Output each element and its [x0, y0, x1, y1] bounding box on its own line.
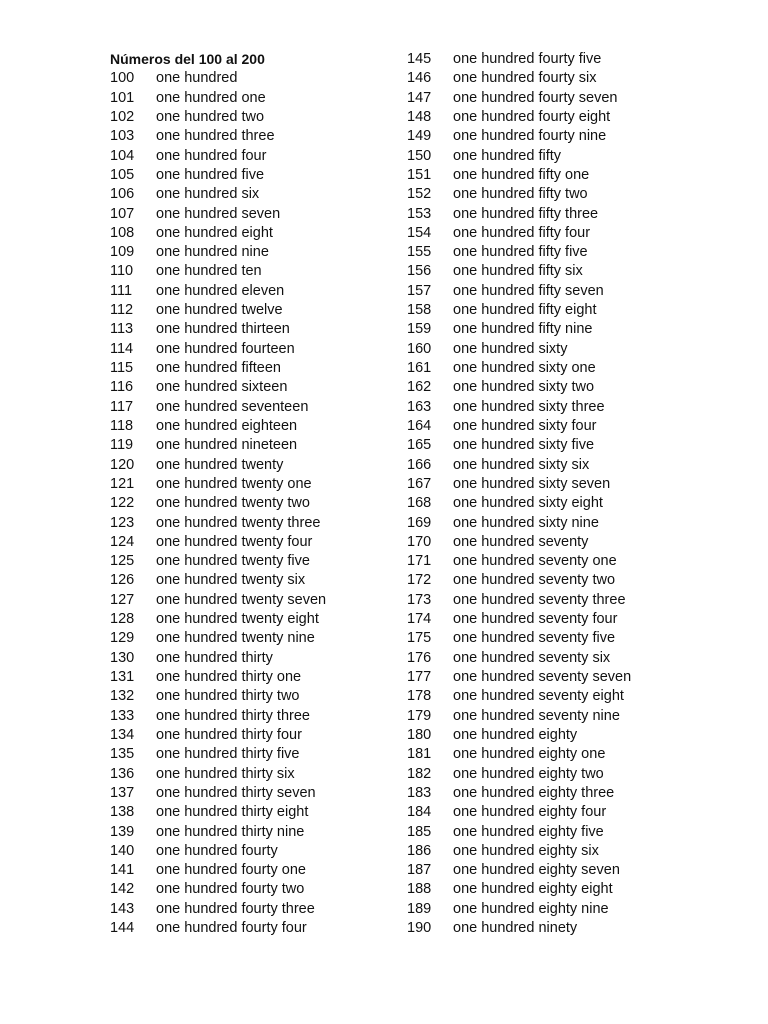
number-digits: 160 — [407, 340, 432, 357]
number-words: one hundred — [156, 70, 238, 87]
number-digits: 157 — [407, 282, 432, 299]
number-row — [407, 880, 727, 899]
number-digits: 138 — [110, 804, 135, 821]
number-words: one hundred fourty five — [453, 51, 602, 67]
number-digits: 109 — [110, 244, 135, 261]
number-digits: 105 — [110, 166, 135, 183]
number-row — [110, 707, 400, 726]
number-words: one hundred eighty three — [453, 784, 615, 801]
number-words: one hundred eleven — [156, 282, 285, 299]
number-words: one hundred seventy two — [453, 572, 616, 589]
number-words: one hundred thirty — [156, 649, 273, 666]
number-row — [110, 320, 400, 339]
number-digits: 163 — [407, 398, 432, 415]
number-digits: 170 — [407, 533, 432, 550]
number-words: one hundred fourty eight — [453, 108, 611, 125]
number-row — [110, 919, 400, 938]
number-row — [407, 591, 727, 610]
number-words: one hundred fifteen — [156, 360, 281, 376]
number-words: one hundred six — [156, 186, 260, 203]
number-list-right — [407, 50, 727, 938]
number-words: one hundred eighty four — [453, 804, 607, 821]
number-row — [110, 398, 400, 417]
number-words: one hundred four — [156, 147, 267, 164]
number-digits: 148 — [407, 108, 432, 125]
number-words: one hundred fifty — [453, 147, 562, 164]
number-words: one hundred seventy four — [453, 611, 618, 628]
number-row — [407, 185, 727, 204]
number-row — [110, 340, 400, 359]
number-words: one hundred sixty two — [453, 379, 595, 396]
number-words: one hundred eighty two — [453, 765, 604, 782]
number-words: one hundred thirty three — [156, 707, 310, 724]
number-words: one hundred thirteen — [156, 321, 290, 338]
number-row — [110, 687, 400, 706]
number-words: one hundred sixty three — [453, 398, 605, 415]
number-words: one hundred nineteen — [156, 437, 298, 454]
number-row — [110, 514, 400, 533]
number-words: one hundred seventy one — [453, 553, 617, 570]
number-row — [407, 629, 727, 648]
number-words: one hundred sixty eight — [453, 495, 603, 512]
number-words: one hundred fifty nine — [453, 321, 593, 338]
number-digits: 182 — [407, 765, 432, 782]
number-digits: 186 — [407, 842, 432, 859]
number-words: one hundred fifty seven — [453, 282, 604, 299]
number-row — [407, 224, 727, 243]
number-words: one hundred fifty four — [453, 224, 591, 241]
number-words: one hundred seventy three — [453, 591, 626, 608]
number-digits: 190 — [407, 920, 432, 937]
number-digits: 151 — [407, 166, 432, 183]
number-words: one hundred seventeen — [156, 398, 309, 415]
number-digits: 189 — [407, 900, 432, 917]
number-digits: 111 — [110, 282, 133, 299]
number-words: one hundred fourteen — [156, 340, 295, 357]
number-digits: 153 — [407, 205, 432, 222]
number-words: one hundred fifty eight — [453, 302, 597, 319]
number-words: one hundred twelve — [156, 302, 283, 319]
number-row — [407, 436, 727, 455]
number-words: one hundred sixty one — [453, 360, 596, 376]
number-row — [407, 127, 727, 146]
number-digits: 115 — [110, 360, 134, 376]
number-digits: 167 — [407, 475, 432, 492]
number-digits: 149 — [407, 128, 432, 145]
number-digits: 185 — [407, 823, 432, 840]
number-words: one hundred seventy nine — [453, 707, 620, 724]
number-row — [407, 378, 727, 397]
number-digits: 141 — [110, 862, 135, 879]
number-row — [110, 745, 400, 764]
number-words: one hundred eighty eight — [453, 881, 613, 898]
number-words: one hundred sixty five — [453, 437, 595, 454]
number-row — [110, 205, 400, 224]
number-row — [110, 282, 400, 301]
number-words: one hundred seventy eight — [453, 688, 624, 705]
number-digits: 106 — [110, 186, 135, 203]
number-row — [407, 205, 727, 224]
number-digits: 108 — [110, 224, 135, 241]
number-row — [407, 842, 727, 861]
number-digits: 103 — [110, 128, 135, 145]
number-digits: 135 — [110, 746, 135, 763]
number-digits: 128 — [110, 611, 135, 628]
number-digits: 134 — [110, 726, 135, 743]
number-row — [110, 456, 400, 475]
number-row — [110, 861, 400, 880]
number-digits: 162 — [407, 379, 432, 396]
number-digits: 147 — [407, 89, 432, 106]
number-words: one hundred seven — [156, 205, 281, 222]
number-row — [110, 591, 400, 610]
number-row — [110, 803, 400, 822]
number-digits: 155 — [407, 244, 432, 261]
number-words: one hundred seventy seven — [453, 669, 632, 685]
number-row — [407, 649, 727, 668]
number-digits: 133 — [110, 707, 135, 724]
number-digits: 130 — [110, 649, 135, 666]
number-words: one hundred fourty — [156, 842, 278, 859]
number-row — [110, 571, 400, 590]
number-words: one hundred twenty nine — [156, 630, 315, 647]
number-words: one hundred thirty two — [156, 688, 300, 705]
number-words: one hundred thirty seven — [156, 784, 316, 801]
number-row — [110, 378, 400, 397]
number-row — [110, 726, 400, 745]
number-words: one hundred fourty nine — [453, 128, 607, 145]
number-words: one hundred thirty one — [156, 669, 302, 685]
number-digits: 119 — [110, 437, 134, 454]
number-words: one hundred sixteen — [156, 379, 288, 396]
number-digits: 156 — [407, 263, 432, 280]
number-digits: 175 — [407, 630, 432, 647]
number-digits: 118 — [110, 417, 134, 434]
number-digits: 183 — [407, 784, 432, 801]
number-row — [407, 784, 727, 803]
number-digits: 180 — [407, 726, 432, 743]
number-row — [407, 417, 727, 436]
number-words: one hundred fifty three — [453, 205, 599, 222]
number-row — [407, 687, 727, 706]
number-digits: 171 — [407, 553, 432, 570]
number-digits: 173 — [407, 591, 432, 608]
number-row — [407, 359, 727, 378]
number-row — [407, 726, 727, 745]
number-words: one hundred eighty seven — [453, 862, 620, 879]
number-words: one hundred fourty four — [156, 920, 307, 937]
number-row — [110, 436, 400, 455]
number-digits: 123 — [110, 514, 135, 531]
number-digits: 101 — [110, 89, 135, 106]
number-row — [110, 552, 400, 571]
page-title: Números del 100 al 200 — [110, 51, 265, 67]
number-digits: 164 — [407, 417, 432, 434]
number-digits: 102 — [110, 108, 135, 125]
number-row — [110, 243, 400, 262]
number-digits: 125 — [110, 553, 135, 570]
number-digits: 178 — [407, 688, 432, 705]
number-digits: 139 — [110, 823, 135, 840]
number-words: one hundred sixty nine — [453, 514, 599, 531]
number-row — [407, 668, 727, 687]
number-row — [407, 147, 727, 166]
number-row — [110, 127, 400, 146]
number-words: one hundred sixty four — [453, 417, 597, 434]
number-words: one hundred fifty five — [453, 244, 588, 261]
number-row — [110, 108, 400, 127]
number-words: one hundred seventy — [453, 533, 589, 550]
number-words: one hundred thirty four — [156, 726, 302, 743]
number-row — [110, 147, 400, 166]
number-row — [110, 475, 400, 494]
number-row — [407, 610, 727, 629]
number-row — [407, 243, 727, 262]
number-digits: 127 — [110, 591, 135, 608]
number-row — [407, 765, 727, 784]
number-row — [110, 224, 400, 243]
number-row — [407, 282, 727, 301]
number-digits: 169 — [407, 514, 432, 531]
number-digits: 112 — [110, 302, 134, 319]
number-words: one hundred fourty one — [156, 862, 306, 879]
number-row — [407, 69, 727, 88]
number-row — [110, 880, 400, 899]
number-digits: 100 — [110, 70, 135, 87]
number-row — [110, 301, 400, 320]
number-digits: 158 — [407, 302, 432, 319]
number-words: one hundred seventy six — [453, 649, 611, 666]
number-words: one hundred fourty seven — [453, 89, 618, 106]
number-digits: 117 — [110, 398, 134, 415]
number-words: one hundred ten — [156, 263, 262, 280]
number-digits: 131 — [110, 669, 135, 685]
number-digits: 137 — [110, 784, 135, 801]
number-row — [110, 533, 400, 552]
number-digits: 150 — [407, 147, 432, 164]
number-words: one hundred twenty five — [156, 553, 310, 570]
number-words: one hundred eighteen — [156, 417, 298, 434]
number-row — [407, 919, 727, 938]
number-row — [110, 610, 400, 629]
number-digits: 132 — [110, 688, 135, 705]
number-row — [110, 89, 400, 108]
number-words: one hundred fourty three — [156, 900, 315, 917]
number-digits: 146 — [407, 70, 432, 87]
number-row — [110, 262, 400, 281]
number-digits: 142 — [110, 881, 135, 898]
number-digits: 110 — [110, 263, 134, 280]
number-digits: 126 — [110, 572, 135, 589]
number-row — [110, 185, 400, 204]
number-row — [110, 765, 400, 784]
number-digits: 114 — [110, 340, 134, 357]
number-row — [407, 301, 727, 320]
number-digits: 165 — [407, 437, 432, 454]
number-words: one hundred eighty nine — [453, 900, 609, 917]
number-words: one hundred two — [156, 108, 265, 125]
number-digits: 144 — [110, 920, 135, 937]
number-digits: 143 — [110, 900, 135, 917]
number-row — [407, 494, 727, 513]
number-words: one hundred twenty one — [156, 475, 312, 492]
number-digits: 161 — [407, 360, 432, 376]
number-words: one hundred thirty five — [156, 746, 300, 763]
number-words: one hundred one — [156, 89, 266, 106]
number-words: one hundred twenty two — [156, 495, 310, 512]
number-row — [110, 166, 400, 185]
number-words: one hundred seventy five — [453, 630, 616, 647]
number-digits: 120 — [110, 456, 135, 473]
number-digits: 172 — [407, 572, 432, 589]
number-row — [407, 89, 727, 108]
number-row — [407, 340, 727, 359]
number-words: one hundred eighty six — [453, 842, 599, 859]
number-words: one hundred eighty one — [453, 746, 606, 763]
number-row — [110, 842, 400, 861]
number-words: one hundred nine — [156, 244, 269, 261]
number-words: one hundred fourty six — [453, 70, 597, 87]
number-row — [407, 707, 727, 726]
number-row — [407, 320, 727, 339]
number-row — [407, 571, 727, 590]
number-words: one hundred sixty seven — [453, 475, 611, 492]
number-row — [407, 745, 727, 764]
number-row — [407, 514, 727, 533]
number-words: one hundred twenty seven — [156, 591, 327, 608]
number-digits: 136 — [110, 765, 135, 782]
number-digits: 174 — [407, 611, 432, 628]
number-words: one hundred sixty — [453, 340, 568, 357]
number-row — [110, 629, 400, 648]
number-digits: 140 — [110, 842, 135, 859]
number-digits: 145 — [407, 51, 432, 67]
number-row — [407, 262, 727, 281]
number-row — [407, 108, 727, 127]
number-digits: 168 — [407, 495, 432, 512]
number-digits: 159 — [407, 321, 432, 338]
number-words: one hundred eighty five — [453, 823, 604, 840]
number-row — [407, 803, 727, 822]
number-words: one hundred fourty two — [156, 881, 305, 898]
number-row — [407, 861, 727, 880]
number-row — [407, 823, 727, 842]
number-row — [407, 533, 727, 552]
number-row — [407, 900, 727, 919]
number-words: one hundred ninety — [453, 920, 578, 937]
number-digits: 116 — [110, 379, 134, 396]
number-words: one hundred twenty eight — [156, 611, 319, 628]
number-row — [110, 649, 400, 668]
number-digits: 154 — [407, 224, 432, 241]
number-digits: 188 — [407, 881, 432, 898]
number-row — [407, 456, 727, 475]
number-row — [110, 494, 400, 513]
number-digits: 113 — [110, 321, 134, 338]
number-row — [110, 823, 400, 842]
number-words: one hundred thirty nine — [156, 823, 305, 840]
number-row — [407, 398, 727, 417]
number-row — [407, 50, 727, 69]
number-words: one hundred thirty eight — [156, 804, 309, 821]
number-words: one hundred fifty one — [453, 166, 590, 183]
number-digits: 177 — [407, 669, 432, 685]
number-row — [407, 475, 727, 494]
number-digits: 121 — [110, 475, 135, 492]
number-digits: 122 — [110, 495, 135, 512]
number-digits: 107 — [110, 205, 135, 222]
number-digits: 176 — [407, 649, 432, 666]
number-words: one hundred five — [156, 166, 265, 183]
number-words: one hundred twenty four — [156, 533, 313, 550]
number-words: one hundred fifty six — [453, 263, 583, 280]
number-row — [110, 359, 400, 378]
number-words: one hundred sixty six — [453, 456, 590, 473]
number-row — [110, 417, 400, 436]
number-row — [110, 900, 400, 919]
number-digits: 104 — [110, 147, 135, 164]
number-words: one hundred three — [156, 128, 275, 145]
number-digits: 129 — [110, 630, 135, 647]
number-digits: 184 — [407, 804, 432, 821]
number-row — [407, 552, 727, 571]
number-digits: 124 — [110, 533, 135, 550]
number-digits: 181 — [407, 746, 432, 763]
number-words: one hundred fifty two — [453, 186, 588, 203]
number-words: one hundred twenty — [156, 456, 284, 473]
number-digits: 152 — [407, 186, 432, 203]
number-list-left — [110, 50, 400, 938]
number-digits: 179 — [407, 707, 432, 724]
number-words: one hundred twenty six — [156, 572, 306, 589]
number-digits: 187 — [407, 862, 432, 879]
number-row — [110, 784, 400, 803]
number-row — [407, 166, 727, 185]
number-words: one hundred eighty — [453, 726, 578, 743]
number-digits: 166 — [407, 456, 432, 473]
number-words: one hundred twenty three — [156, 514, 321, 531]
number-words: one hundred thirty six — [156, 765, 295, 782]
number-row — [110, 69, 400, 88]
number-words: one hundred eight — [156, 224, 273, 241]
number-row — [110, 668, 400, 687]
